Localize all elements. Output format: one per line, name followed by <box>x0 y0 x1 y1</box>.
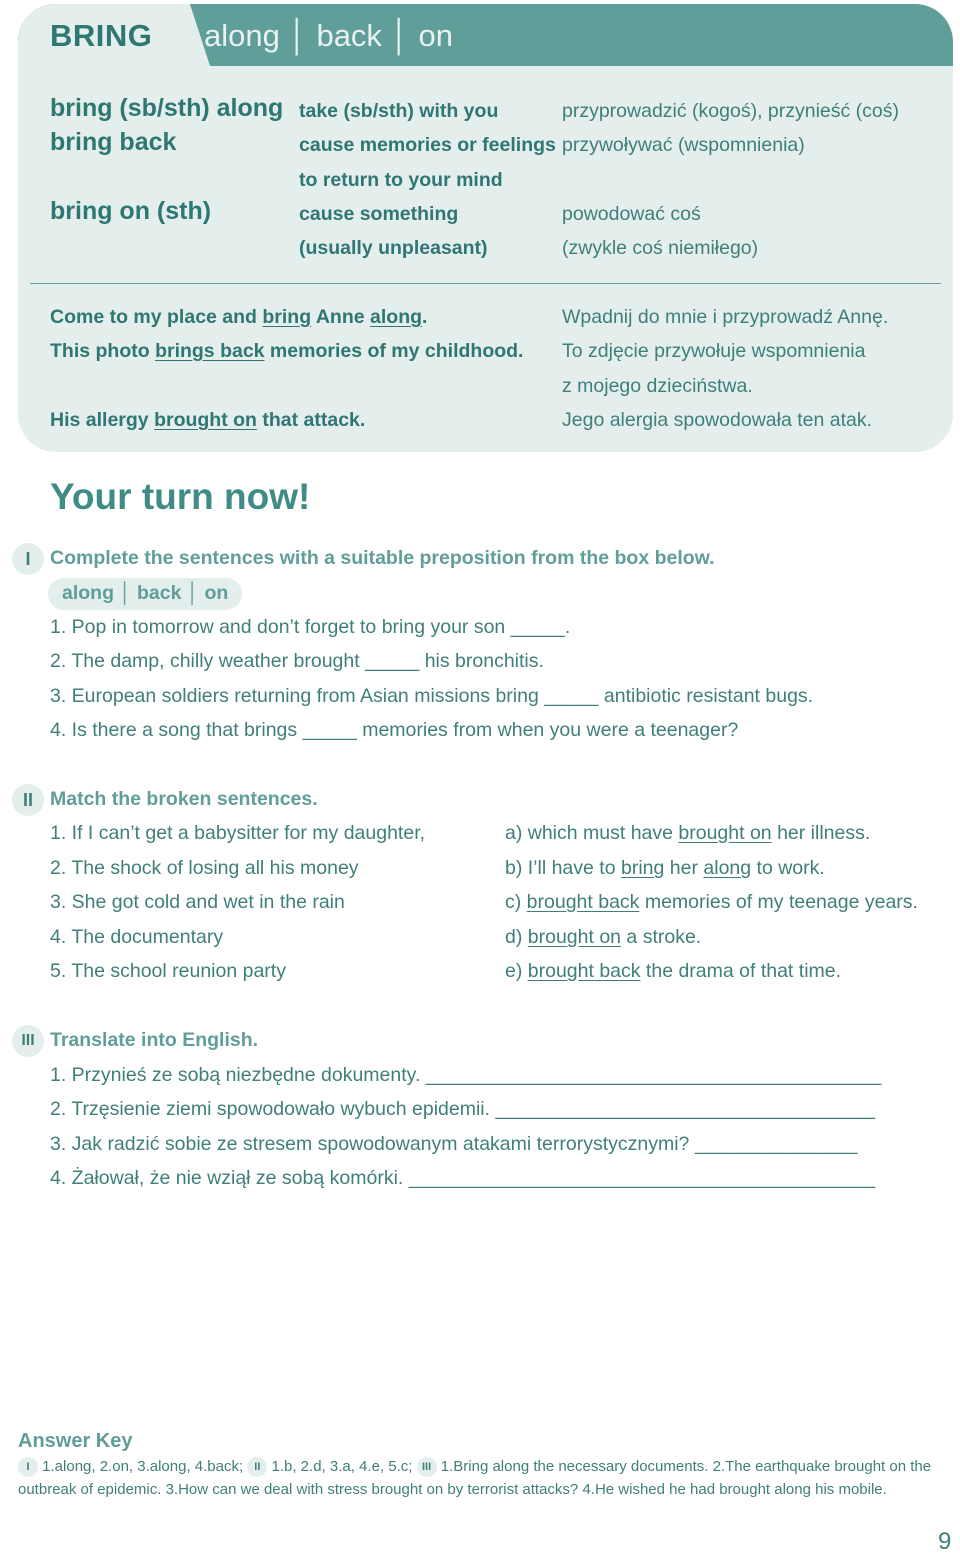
answer-badge: III <box>417 1457 437 1477</box>
exercise-item: 2. The damp, chilly weather brought _____ his bronchitis. <box>50 650 544 672</box>
phrasal-verb-underlined: brought back <box>526 891 640 913</box>
match-right-item: b) I’ll have to bring her along to work. <box>505 857 825 879</box>
exercise-number-badge: II <box>12 784 44 816</box>
card-header <box>18 4 953 66</box>
phrasal-verb-underlined: brought on <box>527 926 622 948</box>
preposition-box: along │ back │ on <box>48 578 242 610</box>
phrasal-verb-card <box>18 4 953 452</box>
answer-key-title: Answer Key <box>18 1430 133 1452</box>
definition-polish: przywoływać (wspomnienia) <box>562 134 805 156</box>
exercise-instruction: Match the broken sentences. <box>50 788 318 810</box>
exercise-instruction: Translate into English. <box>50 1029 259 1051</box>
particles-heading: along │ back │ on <box>204 18 454 53</box>
match-right-item: a) which must have brought on her illness. <box>505 822 871 844</box>
verb-title: BRING <box>50 18 153 53</box>
definition-polish: powodować coś <box>562 203 701 225</box>
phrasal-verb-underlined: along <box>703 857 752 879</box>
your-turn-heading: Your turn now! <box>50 476 311 517</box>
translation-item: 4. Żałował, że nie wziął ze sobą komórki. ___________________________________________ <box>50 1167 876 1189</box>
exercise-item: 1. Pop in tomorrow and don’t forget to bring your son _____. <box>50 616 571 638</box>
phrasal-verb-underlined: along <box>370 306 423 328</box>
answer-key-line: I 1.along, 2.on, 3.along, 4.back; II 1.b, 2.d, 3.a, 4.e, 5.c; III 1.Bring along the necessary documents. 2.The earthquake brought on the <box>18 1457 931 1477</box>
answer-badge: I <box>18 1457 38 1477</box>
definition-meaning: cause something <box>299 203 459 225</box>
definition-verb: bring on (sth) <box>50 197 212 225</box>
example-translation: Jego alergia spowodowała ten atak. <box>562 409 873 431</box>
exercise-item: 4. Is there a song that brings _____ memories from when you were a teenager? <box>50 719 739 741</box>
page-number: 9 <box>938 1528 952 1555</box>
match-right-item: c) brought back memories of my teenage years. <box>505 891 918 913</box>
match-right-item: e) brought back the drama of that time. <box>505 960 842 982</box>
phrasal-verb-underlined: brought on <box>154 409 257 431</box>
example-translation: Wpadnij do mnie i przyprowadź Annę. <box>562 306 889 328</box>
match-left-item: 1. If I can’t get a babysitter for my daughter, <box>50 822 426 844</box>
phrasal-verb-underlined: bring <box>620 857 665 879</box>
definition-meaning: to return to your mind <box>299 169 503 191</box>
match-left-item: 5. The school reunion party <box>50 960 286 982</box>
phrasal-verb-underlined: brought on <box>678 822 772 844</box>
match-left-item: 4. The documentary <box>50 926 224 948</box>
match-left-item: 3. She got cold and wet in the rain <box>50 891 345 913</box>
example-translation: To zdjęcie przywołuje wspomnienia <box>562 340 866 362</box>
exercise-item: 3. European soldiers returning from Asian missions bring _____ antibiotic resistant bugs. <box>50 685 814 707</box>
phrasal-verb-underlined: brings back <box>155 340 265 362</box>
definition-polish: przyprowadzić (kogoś), przynieść (coś) <box>562 100 900 122</box>
exercise-instruction: Complete the sentences with a suitable preposition from the box below. <box>50 547 715 569</box>
match-right-item: d) brought on a stroke. <box>505 926 702 948</box>
card-divider <box>30 283 941 284</box>
example-sentence: This photo brings back memories of my childhood. <box>50 340 524 362</box>
translation-item: 2. Trzęsienie ziemi spowodowało wybuch epidemii. ___________________________________ <box>50 1098 876 1120</box>
answer-key-line: outbreak of epidemic. 3.How can we deal with stress brought on by terrorist attacks? 4.He wished he had brought along his mobile. <box>18 1481 887 1498</box>
phrasal-verb-underlined: brought back <box>527 960 641 982</box>
definition-polish: (zwykle coś niemiłego) <box>562 237 759 259</box>
exercise-number-badge: I <box>12 543 44 575</box>
match-left-item: 2. The shock of losing all his money <box>50 857 359 879</box>
example-translation: z mojego dzieciństwa. <box>562 375 753 397</box>
example-sentence: His allergy brought on that attack. <box>50 409 366 431</box>
definition-verb: bring back <box>50 128 177 156</box>
translation-item: 1. Przynieś ze sobą niezbędne dokumenty. __________________________________________ <box>50 1064 882 1086</box>
verb-tab <box>18 4 178 66</box>
translation-item: 3. Jak radzić sobie ze stresem spowodowanym atakami terrorystycznymi? _______________ <box>50 1133 858 1155</box>
exercise-number-badge: III <box>12 1025 44 1057</box>
definition-meaning: cause memories or feelings <box>299 134 556 156</box>
definition-meaning: take (sb/sth) with you <box>299 100 499 122</box>
example-sentence: Come to my place and bring Anne along. <box>50 306 428 328</box>
definition-meaning: (usually unpleasant) <box>299 237 488 259</box>
answer-badge: II <box>247 1457 267 1477</box>
definition-verb: bring (sb/sth) along <box>50 94 284 122</box>
phrasal-verb-underlined: bring <box>262 306 312 328</box>
